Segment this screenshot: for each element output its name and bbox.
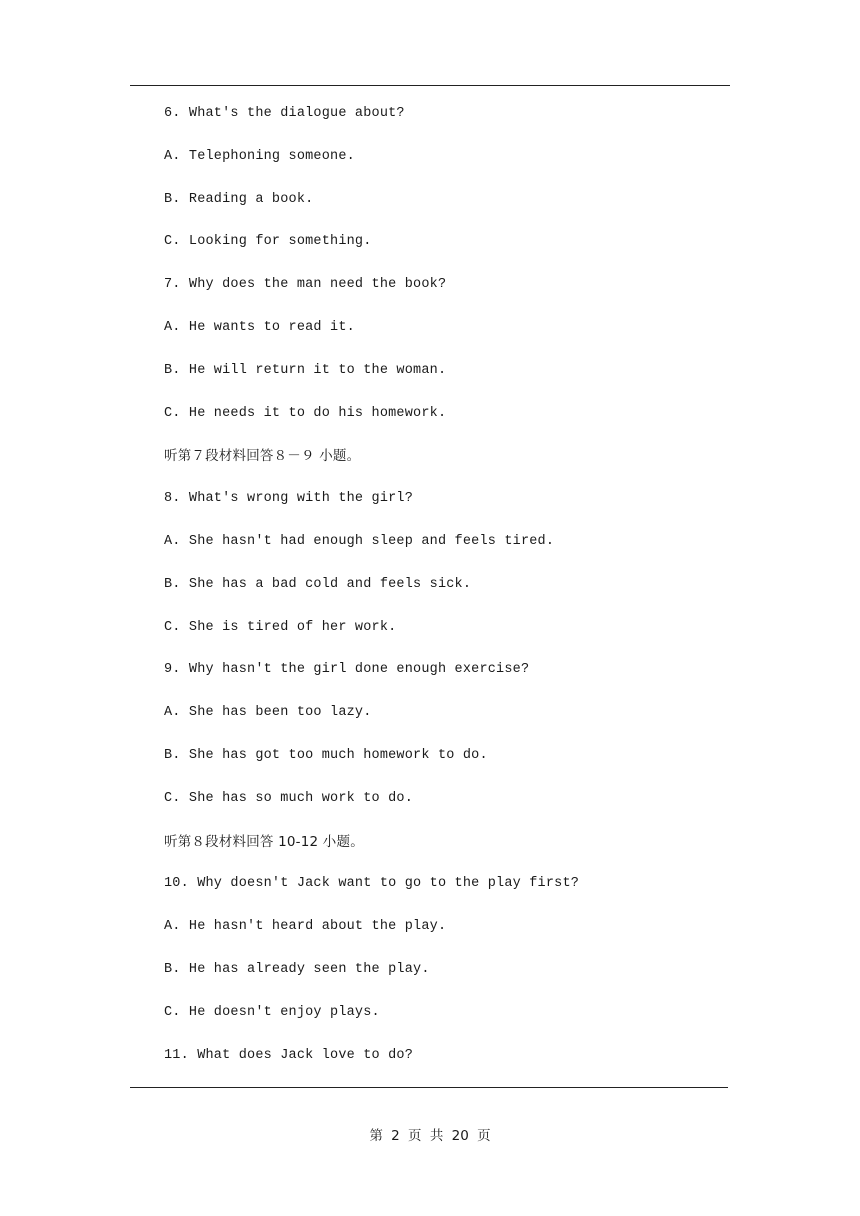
option-8b: B. She has a bad cold and feels sick. [164, 576, 472, 592]
option-9c: C. She has so much work to do. [164, 790, 414, 806]
option-8c: C. She is tired of her work. [164, 619, 397, 635]
option-7b: B. He will return it to the woman. [164, 362, 447, 378]
section-instruction-8: 听第８段材料回答 10-12 小题。 [164, 833, 364, 850]
option-6b: B. Reading a book. [164, 191, 314, 207]
option-10c: C. He doesn't enjoy plays. [164, 1004, 380, 1020]
option-10b: B. He has already seen the play. [164, 961, 430, 977]
option-6c: C. Looking for something. [164, 234, 372, 250]
page-content [164, 101, 724, 1085]
option-7a: A. He wants to read it. [164, 319, 355, 335]
question-8: 8. What's wrong with the girl? [164, 491, 414, 507]
section-instruction-7: 听第７段材料回答８－９ 小题。 [164, 448, 361, 465]
option-6a: A. Telephoning someone. [164, 148, 355, 164]
question-11: 11. What does Jack love to do? [164, 1047, 414, 1063]
question-6: 6. What's the dialogue about? [164, 106, 405, 121]
option-9b: B. She has got too much homework to do. [164, 747, 488, 763]
question-9: 9. Why hasn't the girl done enough exercise? [164, 662, 530, 678]
footer-rule [130, 1087, 728, 1088]
header-rule [130, 85, 730, 86]
question-7: 7. Why does the man need the book? [164, 277, 447, 293]
option-8a: A. She hasn't had enough sleep and feels tired. [164, 533, 555, 549]
option-9a: A. She has been too lazy. [164, 705, 372, 721]
option-7c: C. He needs it to do his homework. [164, 405, 447, 421]
page-number-footer: 第 2 页 共 20 页 [369, 1128, 491, 1144]
question-10: 10. Why doesn't Jack want to go to the play first? [164, 876, 580, 892]
option-10a: A. He hasn't heard about the play. [164, 919, 447, 935]
